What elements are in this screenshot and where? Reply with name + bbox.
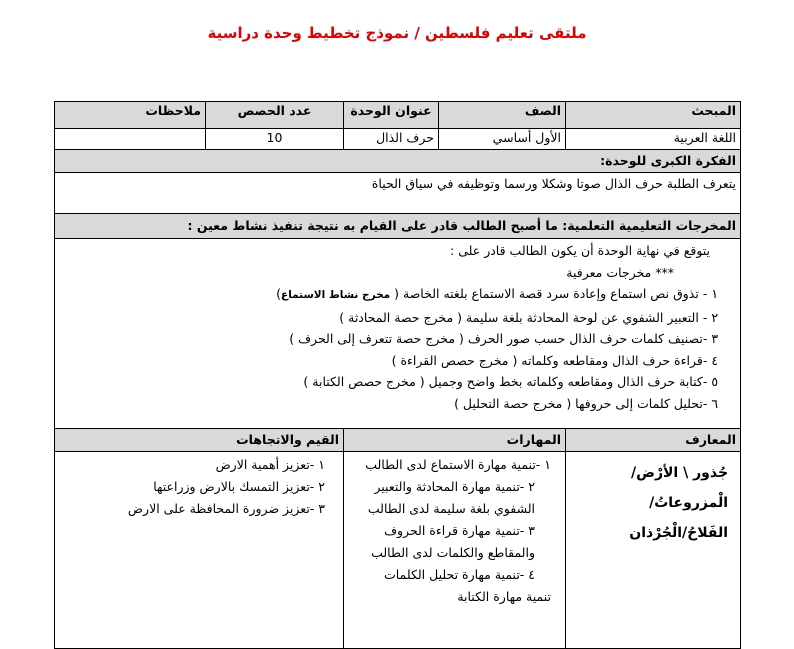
outcomes-label-row	[55, 214, 741, 239]
header-grade: الصف	[439, 102, 566, 129]
value-item: ٢ -تعزيز التمسك بالارض وزراعتها	[153, 479, 326, 494]
skill-item: والمقاطع والكلمات لدى الطالب	[371, 545, 536, 560]
outcome-item-4: ٤ -قراءة حرف الذال ومقاطعه وكلماته ( مخرج حصص القراءة )	[391, 352, 719, 368]
bottom-header-row	[55, 429, 741, 452]
outcomes-label: المخرجات التعليمية التعلمية: ما أصبح الطالب قادر على القيام به نتيجة تنفيذ نشاط معين :	[55, 214, 741, 239]
outcome-item-6: ٦ -تحليل كلمات إلى حروفها ( مخرج حصة التحليل )	[454, 395, 719, 411]
header-unit-title: عنوان الوحدة	[344, 102, 439, 129]
info-periods: 10	[206, 129, 344, 150]
skill-item: ١ -تنمية مهارة الاستماع لدى الطالب	[365, 457, 552, 472]
skill-item: ٤ -تنمية مهارة تحليل الكلمات	[384, 567, 536, 582]
outcomes-category: *** مخرجات معرفية	[566, 264, 675, 280]
outcome-tag: مخرج نشاط الاستماع	[281, 289, 391, 301]
outcome-item-3: ٣ -تصنيف كلمات حرف الذال حسب صور الحرف ( مخرج حصة تتعرف إلى الحرف )	[289, 331, 719, 346]
info-unit-title: حرف الذال	[344, 129, 439, 150]
big-idea-text: يتعرف الطلبة حرف الذال صوتا وشكلا ورسما وتوظيفه في سياق الحياة	[55, 173, 741, 214]
header-values: القيم والاتجاهات	[55, 429, 344, 452]
skill-item: ٢ -تنمية مهارة المحادثة والتعبير	[374, 479, 536, 494]
knowledge-item: الْمزروعاتُ/	[649, 495, 729, 511]
big-idea-label: الفكرة الكبرى للوحدة:	[55, 150, 741, 173]
unit-plan-table	[54, 101, 741, 649]
skill-item: الشفوي بلغة سليمة لدى الطالب	[367, 501, 536, 516]
header-skills: المهارات	[344, 429, 566, 452]
knowledge-list	[566, 452, 741, 649]
big-idea-row	[55, 173, 741, 214]
info-grade: الأول أساسي	[439, 129, 566, 150]
values-list	[55, 452, 344, 649]
outcomes-content	[55, 239, 741, 429]
outcome-item-2: ٢ - التعبير الشفوي عن لوحة المحادثة بلغة سليمة ( مخرج حصة المحادثة )	[339, 309, 719, 325]
outcome-item-5: ٥ -كتابة حرف الذال ومقاطعه وكلماته بخط واضح وجميل ( مخرج حصص الكتابة )	[303, 374, 719, 389]
info-subject: اللغة العربية	[566, 129, 741, 150]
header-periods: عدد الحصص	[206, 102, 344, 129]
info-notes	[55, 129, 206, 150]
page-title: ملتقى تعليم فلسطين / نموذج تخطيط وحدة دراسية	[207, 24, 587, 42]
knowledge-item: الفَلاحُ/الْجُرْذان	[629, 525, 729, 541]
info-row	[55, 129, 741, 150]
knowledge-item: جُذور \ الأرْض/	[631, 465, 729, 481]
skills-list	[344, 452, 566, 649]
outcomes-row	[55, 239, 741, 429]
header-notes: ملاحظات	[55, 102, 206, 129]
skill-item: ٣ -تنمية مهارة قراءة الحروف	[384, 523, 536, 538]
header-knowledge: المعارف	[566, 429, 741, 452]
big-idea-label-row	[55, 150, 741, 173]
value-item: ٣ -تعزيز ضرورة المحافظة على الارض	[127, 501, 326, 516]
outcome-item-1: ١ - تذوق نص استماع وإعادة سرد قصة الاستماع بلغته الخاصة ( مخرج نشاط الاستماع)	[276, 286, 719, 301]
value-item: ١ -تعزيز أهمية الارض	[215, 457, 326, 472]
outcomes-intro: يتوقع في نهاية الوحدة أن يكون الطالب قادر على :	[450, 243, 711, 258]
header-row	[55, 102, 741, 129]
bottom-row	[55, 452, 741, 649]
header-subject: المبحث	[566, 102, 741, 129]
skill-item: تنمية مهارة الكتابة	[457, 589, 552, 604]
